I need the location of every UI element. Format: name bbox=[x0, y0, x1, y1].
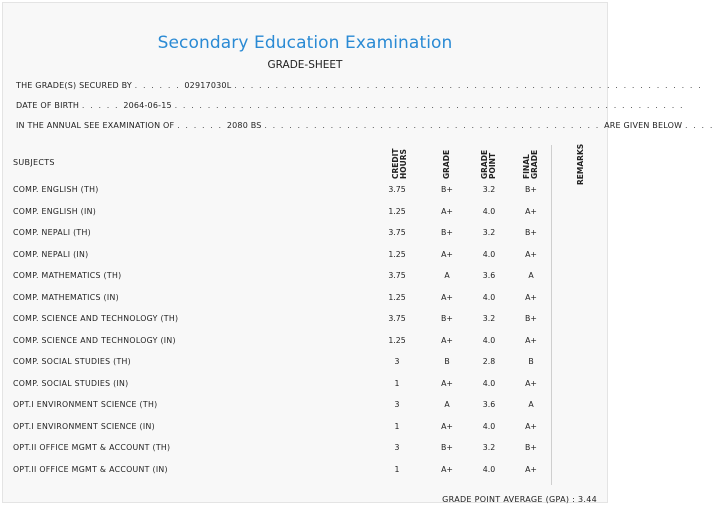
subject-cell: COMP. SOCIAL STUDIES (TH) bbox=[13, 357, 132, 366]
grade-point-cell: 4.0 bbox=[482, 464, 496, 474]
grade-point-cell: 3.2 bbox=[482, 228, 496, 237]
grade-sheet bbox=[2, 2, 714, 504]
subject-cell: COMP. MATHEMATICS (IN) bbox=[13, 292, 119, 302]
grade-point-cell: 2.8 bbox=[482, 357, 496, 366]
table-row bbox=[3, 265, 607, 287]
exam-title: Secondary Education Examination bbox=[157, 33, 453, 53]
final-grade-cell: B+ bbox=[525, 314, 537, 323]
exam-line: IN THE ANNUAL SEE EXAMINATION OF . . . . . . 2080 BS . . . . . . . . . . . . . . . . . . . . . . . . . . . . . . . . . . . . . . . . . ARE GIVEN BELOW . . . . bbox=[16, 121, 714, 130]
credit-hours-cell: 3.75 bbox=[388, 228, 406, 237]
grade-point-cell: 3.2 bbox=[482, 185, 496, 194]
grade-cell: B+ bbox=[441, 314, 453, 323]
final-grade-cell: A bbox=[528, 271, 534, 280]
credit-hours-cell: 3.75 bbox=[388, 185, 406, 194]
subject-cell: COMP. ENGLISH (TH) bbox=[13, 185, 99, 194]
grade-point-cell: 4.0 bbox=[482, 206, 496, 216]
final-grade-cell: A+ bbox=[525, 421, 537, 431]
header-credit-hours: CREDIT HOURS bbox=[391, 148, 408, 179]
subject-cell: COMP. NEPALI (TH) bbox=[13, 228, 91, 237]
table-row bbox=[3, 351, 607, 373]
table-row bbox=[3, 308, 607, 330]
grade-cell: B+ bbox=[441, 185, 453, 194]
final-grade-cell: B+ bbox=[525, 228, 537, 237]
sheet-subtitle: GRADE-SHEET bbox=[267, 59, 343, 71]
grades-table bbox=[3, 179, 607, 480]
dob-label: DATE OF BIRTH bbox=[16, 101, 80, 110]
header-grade-point: GRADE POINT bbox=[480, 149, 497, 179]
grade-cell: A bbox=[444, 271, 450, 280]
table-row bbox=[3, 416, 607, 438]
grade-cell: B bbox=[444, 357, 450, 366]
grade-point-cell: 4.0 bbox=[482, 378, 496, 388]
table-row bbox=[3, 222, 607, 244]
subject-cell: OPT.II OFFICE MGMT & ACCOUNT (IN) bbox=[13, 464, 168, 474]
credit-hours-cell: 1.25 bbox=[388, 206, 406, 216]
table-row bbox=[3, 373, 607, 395]
given-below-text: ARE GIVEN BELOW bbox=[604, 121, 683, 130]
final-grade-cell: A+ bbox=[525, 249, 537, 259]
header-final-grade: FINAL GRADE bbox=[522, 149, 539, 179]
subject-cell: COMP. SOCIAL STUDIES (IN) bbox=[13, 378, 129, 388]
final-grade-cell: B bbox=[528, 357, 534, 366]
final-grade-cell: B+ bbox=[525, 185, 537, 194]
grade-cell: A+ bbox=[441, 206, 453, 216]
grade-secured-line: THE GRADE(S) SECURED BY . . . . . . 02917030L . . . . . . . . . . . . . . . . . . . . . . . . . . . . . . . . . . . . . . . . . . . . . . . . . . . . . . . . . bbox=[16, 81, 703, 90]
grade-cell: B+ bbox=[441, 228, 453, 237]
credit-hours-cell: 1.25 bbox=[388, 292, 406, 302]
exam-year: 2080 BS bbox=[226, 121, 262, 130]
gpa-summary: GRADE POINT AVERAGE (GPA) : 3.44 bbox=[442, 495, 597, 504]
grade-cell: A+ bbox=[441, 249, 453, 259]
final-grade-cell: A+ bbox=[525, 464, 537, 474]
grade-cell: A+ bbox=[441, 378, 453, 388]
subject-cell: COMP. SCIENCE AND TECHNOLOGY (TH) bbox=[13, 314, 179, 323]
header-grade: GRADE bbox=[442, 149, 451, 179]
credit-hours-cell: 3.75 bbox=[388, 314, 406, 323]
credit-hours-cell: 1 bbox=[394, 421, 400, 431]
final-grade-cell: A+ bbox=[525, 378, 537, 388]
grade-point-cell: 3.6 bbox=[482, 271, 496, 280]
dob-line: DATE OF BIRTH . . . . . 2064-06-15 . . . . . . . . . . . . . . . . . . . . . . . . . . . . . . . . . . . . . . . . . . . . . . . . . . . . . . . . . . . . . . bbox=[16, 101, 685, 110]
grade-point-cell: 4.0 bbox=[482, 421, 496, 431]
grade-point-cell: 3.2 bbox=[482, 443, 496, 452]
table-row bbox=[3, 394, 607, 416]
grade-cell: A+ bbox=[441, 421, 453, 431]
subject-cell: COMP. MATHEMATICS (TH) bbox=[13, 271, 122, 280]
table-row bbox=[3, 201, 607, 223]
subject-cell: COMP. ENGLISH (IN) bbox=[13, 206, 97, 216]
symbol-number: 02917030L bbox=[184, 81, 232, 90]
subject-cell: COMP. NEPALI (IN) bbox=[13, 249, 89, 259]
grade-cell: A+ bbox=[441, 335, 453, 345]
credit-hours-cell: 3 bbox=[394, 443, 400, 452]
credit-hours-cell: 1.25 bbox=[388, 335, 406, 345]
grade-point-cell: 4.0 bbox=[482, 335, 496, 345]
grade-cell: A+ bbox=[441, 464, 453, 474]
grade-secured-label: THE GRADE(S) SECURED BY bbox=[16, 81, 132, 90]
table-row bbox=[3, 244, 607, 266]
grade-point-cell: 4.0 bbox=[482, 292, 496, 302]
table-row bbox=[3, 459, 607, 481]
dob-value: 2064-06-15 bbox=[123, 101, 172, 110]
final-grade-cell: B+ bbox=[525, 443, 537, 452]
table-row bbox=[3, 437, 607, 459]
grade-cell: A bbox=[444, 400, 450, 409]
exam-label: IN THE ANNUAL SEE EXAMINATION OF bbox=[16, 121, 175, 130]
subject-cell: OPT.I ENVIRONMENT SCIENCE (TH) bbox=[13, 400, 158, 409]
grade-cell: A+ bbox=[441, 292, 453, 302]
final-grade-cell: A+ bbox=[525, 335, 537, 345]
final-grade-cell: A+ bbox=[525, 206, 537, 216]
grade-point-cell: 3.6 bbox=[482, 400, 496, 409]
credit-hours-cell: 3 bbox=[394, 357, 400, 366]
credit-hours-cell: 1.25 bbox=[388, 249, 406, 259]
header-subjects: SUBJECTS bbox=[13, 158, 55, 167]
credit-hours-cell: 1 bbox=[394, 378, 400, 388]
header-remarks: REMARKS bbox=[576, 143, 585, 185]
grade-point-cell: 4.0 bbox=[482, 249, 496, 259]
final-grade-cell: A bbox=[528, 400, 534, 409]
grade-cell: B+ bbox=[441, 443, 453, 452]
table-row bbox=[3, 179, 607, 201]
credit-hours-cell: 3.75 bbox=[388, 271, 406, 280]
credit-hours-cell: 1 bbox=[394, 464, 400, 474]
table-row bbox=[3, 330, 607, 352]
subject-cell: OPT.II OFFICE MGMT & ACCOUNT (TH) bbox=[13, 443, 171, 452]
final-grade-cell: A+ bbox=[525, 292, 537, 302]
subject-cell: OPT.I ENVIRONMENT SCIENCE (IN) bbox=[13, 421, 155, 431]
grade-point-cell: 3.2 bbox=[482, 314, 496, 323]
table-row bbox=[3, 287, 607, 309]
subject-cell: COMP. SCIENCE AND TECHNOLOGY (IN) bbox=[13, 335, 176, 345]
credit-hours-cell: 3 bbox=[394, 400, 400, 409]
